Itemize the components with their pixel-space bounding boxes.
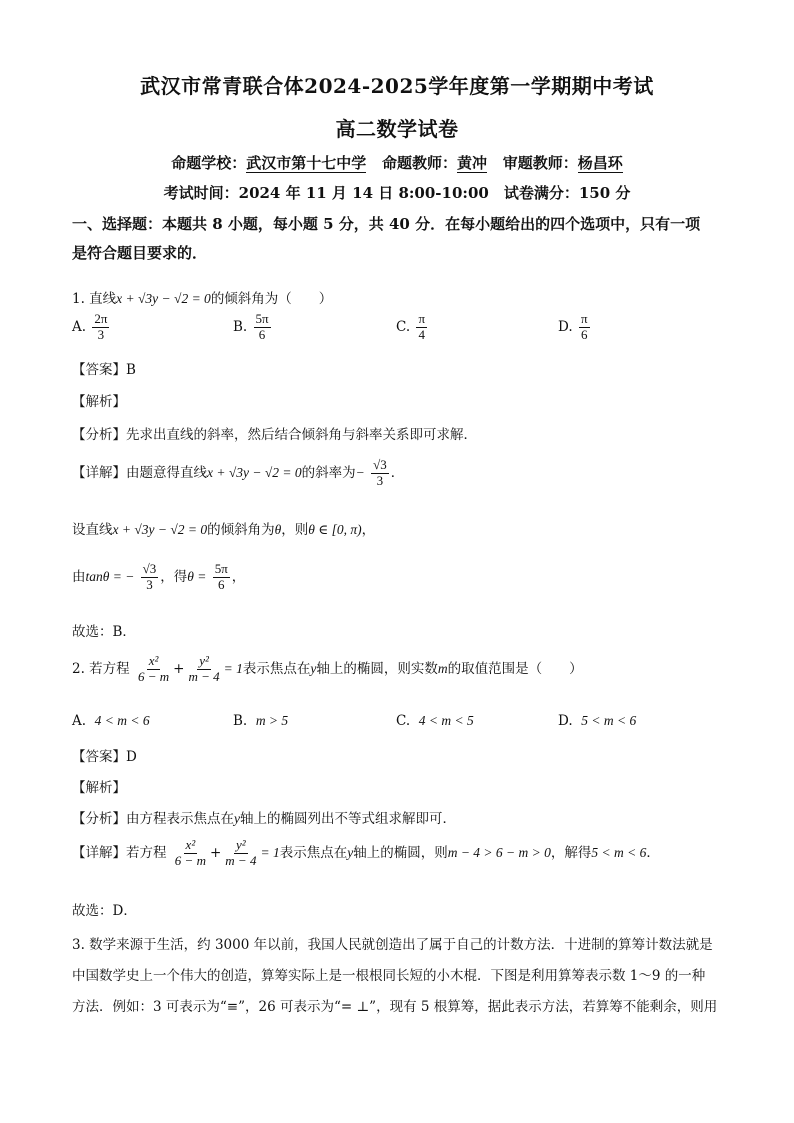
tan-expr: tanθ = − (85, 568, 135, 584)
q1-prefix: 1. 直线 (72, 291, 117, 307)
inequality: m − 4 > 6 − m > 0 (447, 844, 551, 860)
q2-analysis-tag: 【解析】 (72, 780, 126, 796)
question-2 (72, 654, 583, 685)
q1-fenxi: 【分析】先求出直线的斜率，然后结合倾斜角与斜率关系即可求解． (72, 427, 477, 443)
author-label: 命题教师： (381, 154, 457, 172)
q2-detail-fraction-y (223, 838, 258, 869)
q1-option-a (72, 312, 111, 343)
q1-detail-line2 (72, 518, 375, 538)
reviewer-name: 杨昌环 (577, 154, 623, 172)
option-fraction (254, 312, 271, 343)
option-text: m > 5 (255, 713, 289, 728)
line-mid: 的倾斜角为 (207, 522, 275, 538)
option-text: 4 < m < 5 (418, 713, 474, 728)
option-label: C. (396, 713, 411, 729)
frac-den: 6 (218, 576, 225, 592)
frac-num: 5π (214, 561, 228, 576)
q2-detail-fraction-x (173, 838, 208, 869)
detail-prefix: 【详解】由题意得直线 (72, 464, 207, 481)
frac-num: √3 (142, 561, 157, 576)
exam-title: 武汉市常青联合体2024-2025学年度第一学期期中考试 (140, 74, 654, 98)
frac-den: 3 (376, 472, 384, 488)
frac-den: 6 (580, 326, 588, 342)
equals-one: = 1 (223, 660, 243, 676)
frac-den: m − 4 (188, 668, 220, 684)
frac-num: x² (185, 837, 196, 852)
plus-sign: + (173, 660, 185, 677)
theta-fraction (213, 562, 230, 593)
frac-num: π (580, 311, 588, 326)
q2-option-b (233, 713, 288, 729)
line-end: ， (231, 568, 246, 585)
section-heading: 一、选择题：本题共 8 小题，每小题 5 分，共 40 分．在每小题给出的四个选项中，只有一项 (72, 215, 701, 233)
slope-fraction (371, 458, 389, 489)
detail-mid: 表示焦点在 (279, 844, 348, 861)
q1-detail (72, 458, 404, 489)
q2-choose: 故选：D． (72, 903, 137, 919)
q1-equation: x + √3y − √2 = 0 (116, 291, 211, 306)
q1-option-b (233, 312, 273, 343)
q1-suffix: 的倾斜角为（ ） (210, 291, 333, 307)
q1-option-c (396, 312, 429, 343)
frac-num: x² (148, 653, 159, 668)
q2-fraction-x (136, 654, 171, 685)
q1-option-d (558, 312, 592, 343)
option-label: A. (72, 318, 87, 335)
option-fraction (92, 312, 109, 343)
axis-y: y (234, 811, 240, 826)
equals-one: = 1 (260, 844, 280, 860)
frac-num: 2π (94, 311, 108, 326)
section-heading-cont: 是符合题目要求的． (72, 244, 208, 262)
frac-den: 6 (258, 326, 266, 342)
option-label: A. (72, 713, 87, 729)
q2-fenxi (72, 807, 456, 827)
frac-den: 6 − m (137, 668, 170, 684)
school-name: 武汉市第十七中学 (246, 154, 367, 172)
option-label: C. (396, 318, 411, 335)
frac-den: 4 (418, 326, 425, 342)
axis-y: y (347, 844, 354, 860)
q2-option-c (396, 713, 474, 729)
exam-info: 考试时间：2024 年 11 月 14 日 8:00-10:00 试卷满分：150 分 (163, 184, 631, 202)
q3-line2: 中国数学史上一个伟大的创造，算筹实际上是一根根同长短的小木棍．下图是利用算筹表示数 1～9 的一种 (72, 968, 706, 984)
theta-eq: θ = (187, 568, 207, 584)
axis-y: y (310, 660, 317, 676)
q2-prefix: 2. 若方程 (72, 660, 130, 677)
q1-choose: 故选：B． (72, 624, 136, 640)
frac-den: m − 4 (225, 852, 257, 868)
reviewer-label: 审题教师： (502, 154, 578, 172)
q3-line3: 方法．例如：3 可表示为“≡”，26 可表示为“= ⊥”，现有 5 根算筹，据此表示方法，若算筹不能剩余，则用 (72, 999, 718, 1015)
line-equation: x + √3y − √2 = 0 (112, 522, 208, 537)
frac-den: 6 − m (174, 852, 206, 868)
detail-mid: 的斜率为 (301, 464, 356, 481)
frac-den: 3 (97, 326, 105, 342)
option-label: D. (558, 318, 573, 335)
result: 5 < m < 6 (591, 844, 647, 860)
line-mid: ，得 (160, 568, 188, 585)
school-label: 命题学校： (171, 154, 247, 172)
frac-num: y² (236, 837, 246, 852)
line-end: ， (361, 522, 376, 538)
frac-num: √3 (373, 457, 387, 472)
q2-option-a (72, 713, 150, 729)
line-prefix: 设直线 (72, 522, 113, 538)
plus-sign: + (209, 844, 222, 861)
detail-sign: − (355, 464, 365, 480)
frac-num: y² (199, 653, 209, 668)
detail-end: ． (646, 844, 660, 861)
frac-num: π (418, 311, 426, 326)
option-label: D. (558, 713, 573, 729)
fenxi-prefix: 【分析】由方程表示焦点在 (72, 811, 234, 827)
option-text: 4 < m < 6 (94, 713, 150, 728)
var-m: m (437, 660, 448, 676)
exam-authors (0, 152, 794, 173)
detail-mid3: ，解得 (550, 844, 592, 861)
tan-fraction (141, 562, 159, 593)
line-prefix: 由 (72, 568, 86, 585)
q2-suffix3: 的取值范围是（ ） (447, 660, 583, 677)
q1-analysis-tag: 【解析】 (72, 394, 126, 410)
detail-mid2: 轴上的椭圆，则 (353, 844, 448, 861)
detail-end: ． (390, 464, 405, 481)
q1-answer: 【答案】B (72, 362, 136, 378)
exam-subtitle: 高二数学试卷 (335, 117, 459, 141)
option-fraction (579, 312, 590, 343)
fenxi-suffix: 轴上的椭圆列出不等式组求解即可． (240, 811, 456, 827)
q2-detail (72, 838, 660, 869)
q2-answer: 【答案】D (72, 749, 137, 765)
frac-den: 3 (146, 576, 153, 592)
author-name: 黄冲 (457, 154, 488, 172)
q2-suffix: 表示焦点在 (242, 660, 311, 677)
q2-suffix2: 轴上的椭圆，则实数 (316, 660, 438, 677)
q2-fraction-y (186, 654, 221, 685)
frac-num: 5π (255, 311, 269, 326)
q1-detail-line3 (72, 562, 245, 593)
theta: θ (274, 522, 282, 537)
option-label: B. (233, 318, 248, 335)
detail-equation: x + √3y − √2 = 0 (207, 464, 302, 480)
option-fraction (416, 312, 427, 343)
theta-range: θ ∈ [0, π) (308, 522, 362, 537)
detail-prefix: 【详解】若方程 (72, 844, 167, 861)
q2-option-d (558, 713, 636, 729)
q3-line1: 3. 数学来源于生活，约 3000 年以前，我国人民就创造出了属于自己的计数方法．十进制的算筹计数法就是 (72, 937, 713, 953)
option-text: 5 < m < 6 (581, 713, 637, 728)
line-then: ，则 (281, 522, 309, 538)
question-1 (72, 287, 332, 307)
option-label: B. (233, 713, 248, 729)
